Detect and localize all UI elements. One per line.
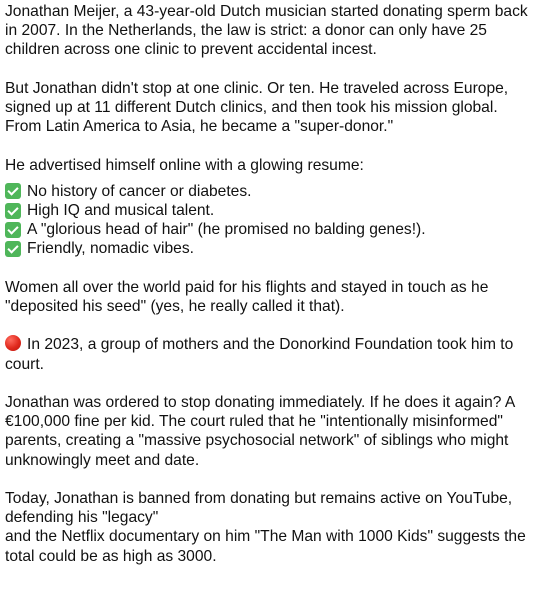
paragraph-today-line-2: and the Netflix documentary on him "The Man with 1000 Kids" suggests the total could be as high as 3000. <box>5 528 526 565</box>
list-item <box>5 201 530 220</box>
check-mark-button-icon <box>5 222 21 238</box>
paragraph-ruling: Jonathan was ordered to stop donating immediately. If he does it again? A €100,000 fine per kid. The court ruled that he "intentionally misinformed" parents, creating a "massive psychosocial network" of siblings who might unknowingly meet and date. <box>5 393 515 469</box>
paragraph-court <box>5 335 530 373</box>
list-item-text: Friendly, nomadic vibes. <box>27 240 194 258</box>
paragraph-today <box>5 489 530 566</box>
list-item <box>5 182 530 201</box>
paragraph-today-line-1: Today, Jonathan is banned from donating but remains active on YouTube, defending his "legacy" <box>5 489 513 527</box>
paragraph-resume-lead: He advertised himself online with a glowing resume: <box>5 156 364 174</box>
paragraph-intro: Jonathan Meijer, a 43-year-old Dutch musician started donating sperm back in 2007. In the Netherlands, the law is strict: a donor can only have 25 children across one clinic to prevent accidental incest. <box>5 3 528 59</box>
list-item <box>5 220 530 239</box>
list-item-text: No history of cancer or diabetes. <box>27 182 252 200</box>
check-mark-button-icon <box>5 183 21 199</box>
paragraph-court-text: In 2023, a group of mothers and the Donorkind Foundation took him to court. <box>5 336 514 373</box>
list-item-text: A "glorious head of hair" (he promised no balding genes!). <box>27 221 426 239</box>
list-item-text: High IQ and musical talent. <box>27 202 215 219</box>
list-item <box>5 239 530 258</box>
paragraph-super-donor: But Jonathan didn't stop at one clinic. Or ten. He traveled across Europe, signed up at 11 different Dutch clinics, and then took his mission global. From Latin America to Asia, he became a "super-donor." <box>5 79 509 136</box>
check-mark-button-icon <box>5 241 21 257</box>
check-mark-button-icon <box>5 203 21 219</box>
red-circle-icon <box>5 335 21 351</box>
paragraph-deposited: Women all over the world paid for his flights and stayed in touch as he "deposited his seed" (yes, he really called it that). <box>5 278 489 315</box>
resume-checklist <box>5 182 530 259</box>
